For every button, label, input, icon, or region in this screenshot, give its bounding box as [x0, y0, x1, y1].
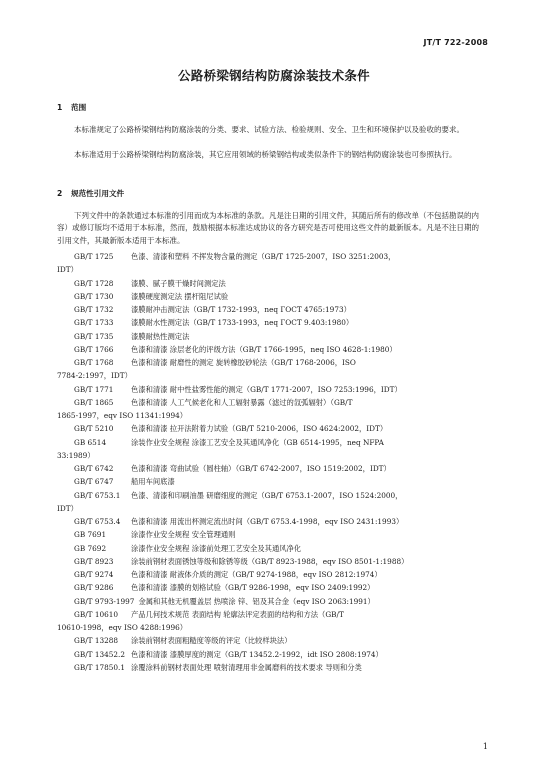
reference-title: 漆膜耐水性测定法（GB/T 1733-1993，neq ГОСТ 9.403:1980）	[131, 318, 354, 328]
reference-code: GB/T 1771	[74, 384, 114, 394]
reference-code: GB/T 1730	[74, 291, 114, 301]
section-title: 规范性引用文件	[71, 189, 125, 198]
reference-title: 色漆、清漆和塑料 不挥发物含量的测定（GB/T 1725-2007，ISO 3251:2003，	[131, 252, 396, 261]
reference-title: 色漆和清漆 弯曲试验（圆柱轴）（GB/T 6742-2007，ISO 1519:2002，IDT）	[131, 464, 391, 473]
reference-item	[57, 316, 479, 329]
reference-title: 色漆和清漆 漆膜厚度的测定（GB/T 13452.2-1992，idt ISO 2808:1974）	[131, 649, 383, 659]
reference-title: 色漆和清漆 耐磨性的测定 旋转橡胶砂轮法（GB/T 1768-2006，ISO	[131, 358, 356, 367]
reference-item	[57, 568, 479, 581]
reference-item	[57, 250, 479, 263]
reference-title: 色漆和清漆 用流出杯测定流出时间（GB/T 6753.4-1998，eqv ISO 2431:1993）	[131, 517, 404, 526]
scope-paragraph-1: 本标准规定了公路桥梁钢结构防腐涂装的分类、要求、试验方法、检验规则、安全、卫生和环境保护以及验收的要求。	[74, 125, 464, 134]
reference-item	[57, 356, 479, 369]
reference-code: GB/T 6742	[74, 464, 114, 473]
reference-code: GB/T 6753.4	[74, 517, 121, 526]
reference-item	[57, 515, 479, 528]
reference-item	[57, 396, 479, 409]
reference-item	[57, 661, 479, 674]
reference-title: 涂装前钢材表面粗糙度等级的评定（比较样块法）	[131, 636, 292, 646]
reference-item	[57, 462, 479, 475]
reference-title: 色漆和清漆 耐液体介质的测定（GB/T 9274-1988，eqv ISO 2812:1974）	[131, 570, 382, 579]
reference-title: 涂装作业安全规程 涂漆工艺安全及其通风净化（GB 6514-1995，neq NFPA	[131, 437, 384, 447]
reference-title: 色漆和清漆 漆膜的划格试验（GB/T 9286-1998，eqv ISO 2409:1992）	[131, 583, 375, 593]
reference-item	[57, 581, 479, 594]
reference-title: 漆膜硬度测定法 摆杆阻尼试验	[131, 291, 229, 301]
reference-title: 漆膜耐热性测定法	[131, 331, 190, 341]
reference-item	[57, 595, 479, 608]
section-heading-normative-references	[57, 188, 124, 199]
reference-code: GB/T 13452.2	[74, 649, 126, 659]
section-heading-scope	[57, 102, 86, 113]
reference-code: GB 7692	[74, 543, 107, 553]
reference-code: GB/T 13288	[74, 636, 119, 646]
reference-title: 船用车间底漆	[131, 477, 175, 487]
reference-item	[57, 542, 479, 555]
reference-code: GB/T 6753.1	[74, 490, 121, 500]
reference-item	[57, 634, 479, 647]
reference-code: GB 6514	[74, 437, 107, 447]
reference-item	[57, 528, 479, 541]
reference-title: 涂漆作业安全规程 安全管理通则	[131, 530, 236, 540]
reference-continuation: IDT）	[57, 503, 78, 513]
reference-title: 色漆、清漆和印刷油墨 研磨细度的测定（GB/T 6753.1-2007，ISO 1524:2000，	[131, 490, 403, 500]
reference-code: GB/T 1725	[74, 252, 114, 261]
document-title: 公路桥梁钢结构防腐涂装技术条件	[177, 68, 370, 83]
reference-code: GB/T 1728	[74, 278, 114, 288]
reference-code: GB/T 9274	[74, 570, 114, 579]
reference-title: 涂漆作业安全规程 涂漆前处理工艺安全及其通风净化	[131, 543, 302, 553]
reference-title: 色漆和清漆 耐中性盐雾性能的测定（GB/T 1771-2007，ISO 7253:1996，IDT）	[131, 384, 402, 394]
reference-code: GB/T 8923	[74, 556, 114, 566]
reference-title: 涂覆涂料前钢材表面处理 喷射清理用非金属磨料的技术要求 导则和分类	[131, 662, 362, 672]
reference-continuation: 1865-1997，eqv ISO 11341:1994）	[57, 411, 188, 420]
reference-code: GB/T 1735	[74, 331, 114, 341]
reference-code: GB/T 1766	[74, 344, 114, 354]
standard-code: JT/T 722-2008	[423, 38, 488, 47]
reference-code: GB/T 6747	[74, 477, 114, 487]
reference-continuation: 7784-2:1997，IDT）	[57, 371, 132, 381]
reference-item	[57, 475, 479, 488]
reference-title: 金属和其他无机覆盖层 热喷涂 锌、铝及其合金（eqv ISO 2063:1991）	[138, 596, 375, 606]
reference-title: 色漆和清漆 涂层老化的评级方法（GB/T 1766-1995，neq ISO 4628-1:1980）	[131, 344, 397, 354]
section-number: 2	[57, 189, 63, 198]
reference-code: GB 7691	[74, 530, 107, 540]
reference-title: 漆膜、腻子膜干燥时间测定法	[131, 278, 226, 288]
reference-code: GB/T 9286	[74, 583, 114, 593]
reference-code: GB/T 17850.1	[74, 662, 126, 672]
reference-item	[57, 383, 479, 396]
reference-continuation: IDT）	[57, 265, 78, 275]
reference-title: 产品几何技术规范 表面结构 轮廓法评定表面的结构和方法（GB/T	[131, 609, 344, 619]
reference-item	[57, 555, 479, 568]
reference-item	[57, 343, 479, 356]
reference-item	[57, 608, 479, 621]
reference-code: GB/T 5210	[74, 424, 114, 434]
reference-list	[57, 250, 479, 674]
reference-continuation: 33:1989）	[57, 450, 95, 460]
section-title: 范围	[71, 103, 87, 112]
page-number: 1	[482, 742, 488, 751]
reference-item	[57, 277, 479, 290]
reference-continuation: 10610-1998，eqv ISO 4288:1996）	[57, 623, 188, 632]
reference-item	[57, 290, 479, 303]
reference-item	[57, 303, 479, 316]
reference-item	[57, 436, 479, 449]
reference-title: 色漆和清漆 拉开法附着力试验（GB/T 5210-2006，ISO 4624:2002，IDT）	[131, 424, 388, 434]
reference-item	[57, 330, 479, 343]
reference-code: GB/T 10610	[74, 609, 119, 619]
reference-title: 涂装前钢材表面锈蚀等级和除锈等级（GB/T 8923-1988，eqv ISO 8501-1:1988）	[131, 556, 409, 566]
reference-item	[57, 648, 479, 661]
section-number: 1	[57, 103, 63, 112]
reference-code: GB/T 1733	[74, 318, 114, 328]
reference-code: GB/T 1865	[74, 397, 114, 407]
references-intro-paragraph: 下列文件中的条款通过本标准的引用而成为本标准的条款。凡是注日期的引用文件，其随后所有的修改单（不包括勘误的内容）或修订版均不适用于本标准，然而，鼓励根据本标准达成协议的各方研究是否可使用这些文件的最新版本。凡是不注日期的引用文件，其最新版本适用于本标准。	[57, 211, 479, 245]
reference-title: 色漆和清漆 人工气候老化和人工辐射暴露（滤过的氙弧辐射）（GB/T	[131, 397, 353, 407]
scope-paragraph-2: 本标准适用于公路桥梁钢结构防腐涂装，其它应用领域的桥梁钢结构或类似条件下的钢结构防腐涂装也可参照执行。	[74, 150, 457, 159]
reference-code: GB/T 1732	[74, 305, 114, 314]
reference-item	[57, 489, 479, 502]
reference-item	[57, 422, 479, 435]
reference-title: 漆膜耐冲击测定法（GB/T 1732-1993，neq ГОСТ 4765:1973）	[131, 305, 351, 314]
reference-code: GB/T 1768	[74, 358, 114, 367]
reference-code: GB/T 9793-1997	[74, 596, 135, 606]
